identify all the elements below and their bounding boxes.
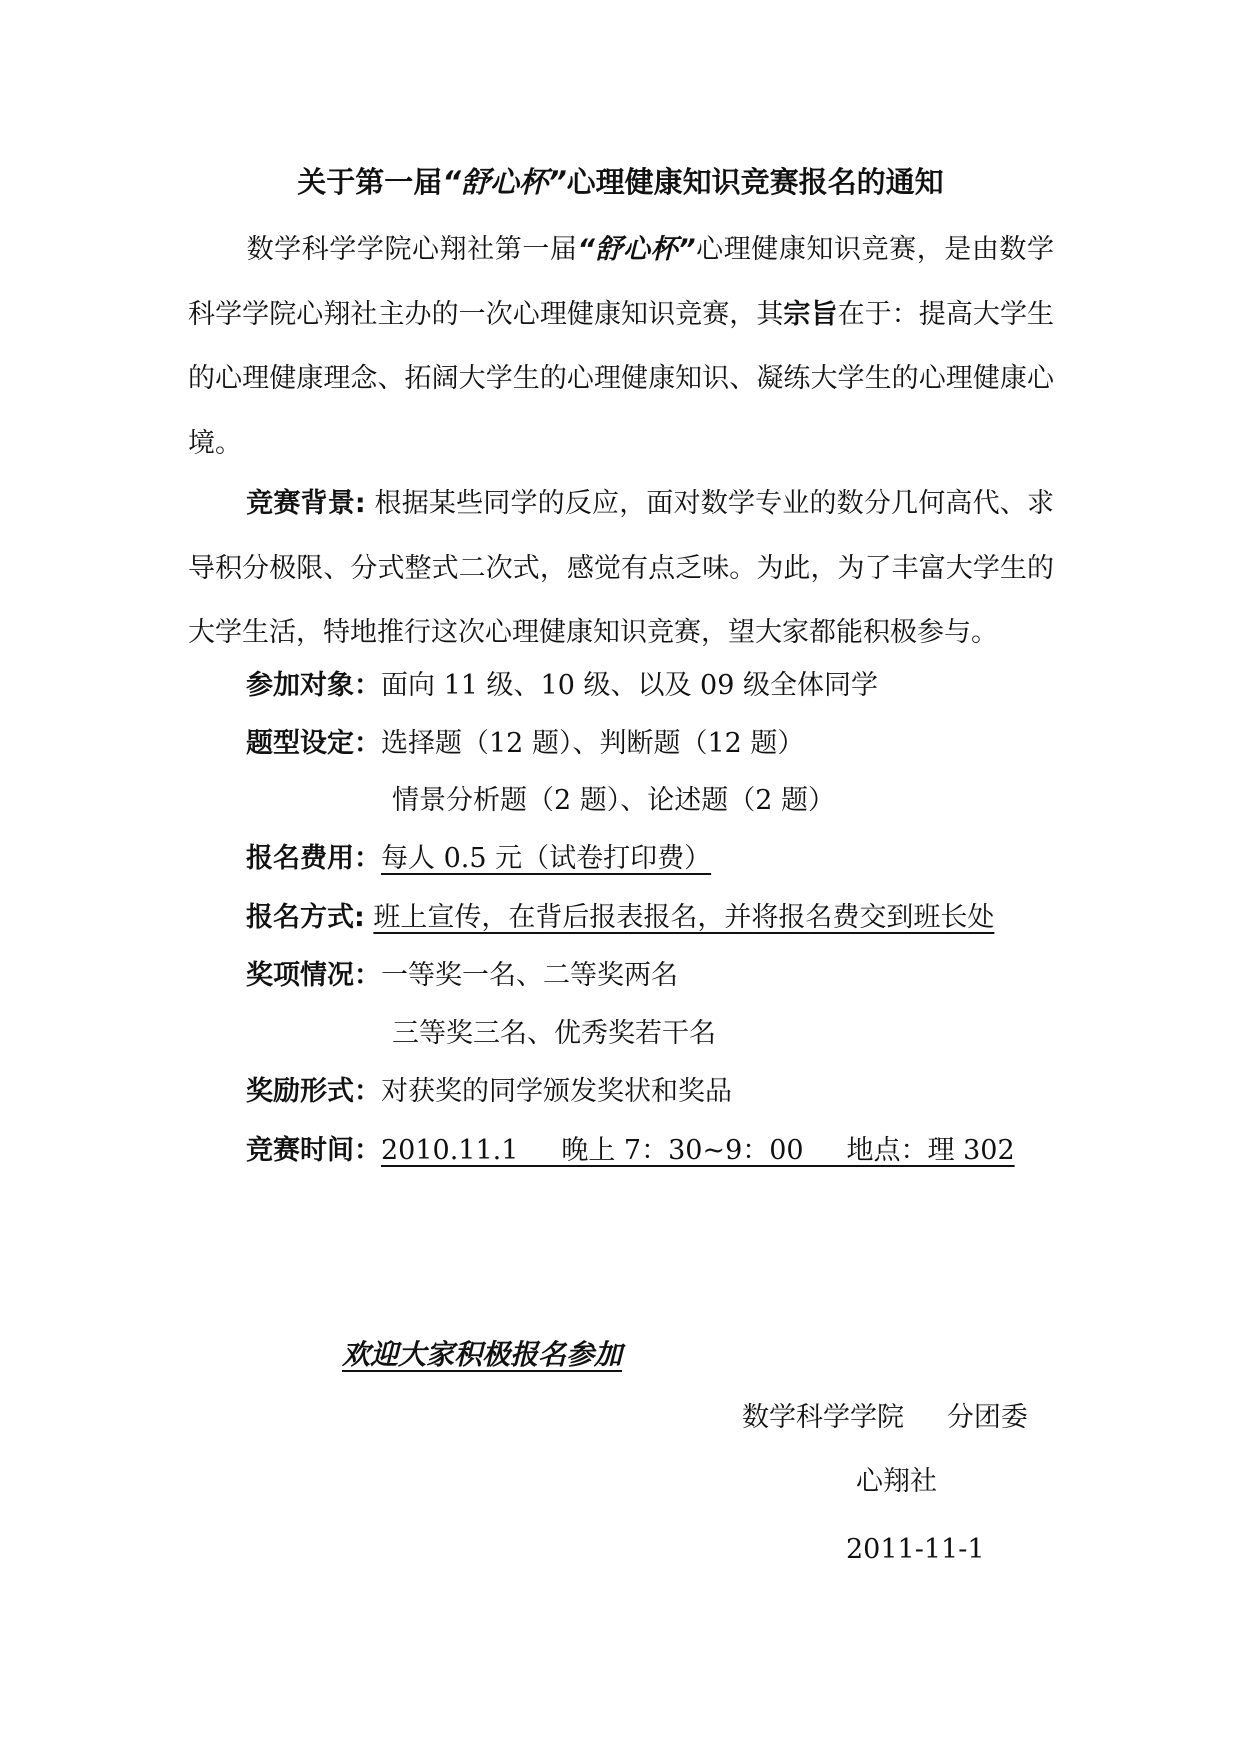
types-label: 题型设定：	[246, 728, 381, 759]
awards-value: 一等奖一名、二等奖两名	[381, 960, 678, 991]
detail-row-method	[246, 898, 994, 938]
reward-value: 对获奖的同学颁发奖状和奖品	[381, 1076, 732, 1107]
time-value: 2010.11.1 晚上 7：30~9：00 地点：理 302	[381, 1135, 1015, 1166]
awards-continuation: 三等奖三名、优秀奖若干名	[392, 1018, 716, 1049]
detail-row-fee	[246, 839, 711, 879]
types-value: 选择题（12 题）、判断题（12 题）	[381, 728, 805, 759]
intro-text-3: 在于：提高大学生的心理健康理念、拓阔大学生的心理健康知识、凝练大学生的心理健康心境。	[188, 298, 1055, 459]
time-label: 竞赛时间：	[246, 1135, 381, 1166]
notice-title	[0, 162, 1241, 202]
detail-row-time	[246, 1131, 1015, 1171]
method-value: 班上宣传，在背后报表报名，并将报名费交到班长处	[373, 902, 995, 933]
target-value: 面向 11 级、10 级、以及 09 级全体同学	[381, 670, 878, 701]
detail-row-types	[246, 724, 804, 764]
detail-row-target	[246, 666, 878, 706]
detail-row-awards	[246, 956, 678, 996]
detail-row-reward	[246, 1072, 732, 1112]
intro-text-1: 数学科学学院心翔社第一届	[246, 234, 578, 265]
fee-label: 报名费用：	[246, 843, 381, 874]
target-label: 参加对象：	[246, 670, 381, 701]
reward-label: 奖励形式：	[246, 1076, 381, 1107]
intro-text-2: 心理健康知识竞赛，是由数学科学学院心翔社主办的一次心理健康知识竞赛，其	[188, 234, 1055, 330]
background-label: 竞赛背景:	[246, 488, 366, 519]
signature-date: 2011-11-1	[846, 1534, 985, 1565]
intro-paragraph	[188, 218, 1054, 476]
background-text: 根据某些同学的反应，面对数学专业的数分几何高代、求导积分极限、分式整式二次式，感觉有点乏味。为此，为了丰富大学生的大学生活，特地推行这次心理健康知识竞赛，望大家都能积极参与。	[188, 488, 1054, 648]
types-continuation: 情景分析题（2 题）、论述题（2 题）	[392, 785, 836, 816]
method-label: 报名方式:	[246, 902, 365, 933]
welcome-line: 欢迎大家积极报名参加	[342, 1338, 623, 1371]
title-suffix: 心理健康知识竞赛报名的通知	[566, 165, 944, 199]
title-prefix: 关于第一届	[297, 165, 443, 199]
signature-org: 数学科学学院 分团委	[742, 1402, 1028, 1433]
intro-cup-name: “舒心杯”	[577, 234, 696, 265]
title-cup-name: “舒心杯”	[442, 165, 567, 199]
awards-label: 奖项情况：	[246, 960, 381, 991]
intro-emphasis: 宗旨	[783, 298, 838, 330]
background-paragraph	[188, 472, 1054, 666]
signature-club: 心翔社	[856, 1466, 937, 1497]
fee-value: 每人 0.5 元（试卷打印费）	[381, 843, 712, 874]
